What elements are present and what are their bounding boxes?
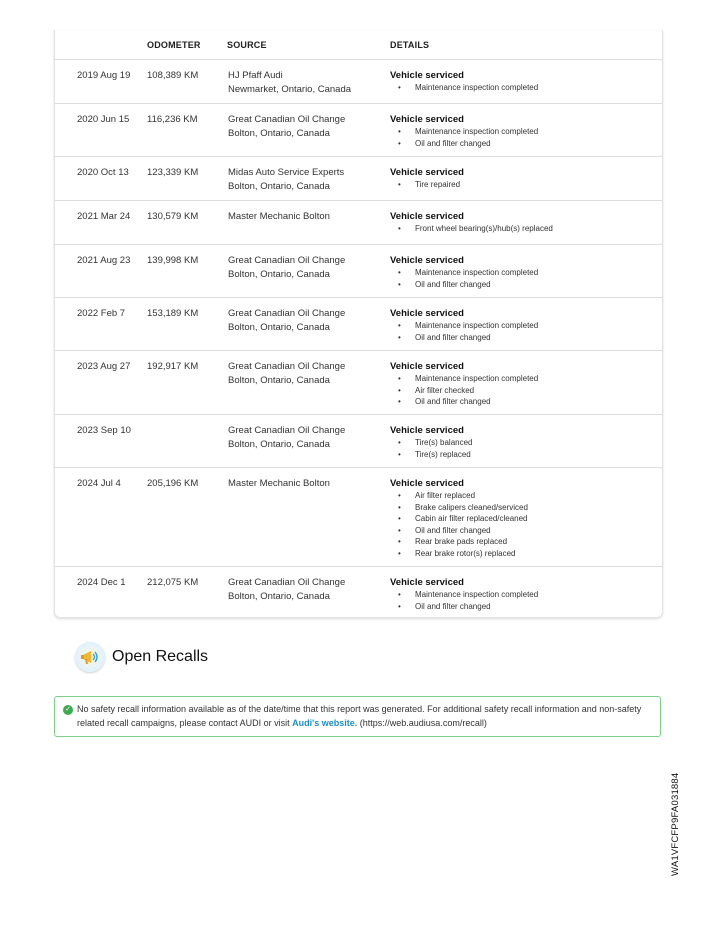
details-item: • Maintenance inspection completed: [390, 82, 538, 94]
details-item: • Cabin air filter replaced/cleaned: [390, 513, 528, 525]
row-details: [390, 360, 538, 408]
row-details: [390, 576, 538, 612]
source-name: Master Mechanic Bolton: [228, 478, 330, 489]
row-details: [390, 254, 538, 290]
table-row: [55, 351, 662, 415]
details-list: [390, 82, 538, 94]
details-item: • Oil and filter changed: [390, 601, 538, 613]
recall-notice: [54, 696, 661, 737]
row-date: 2022 Feb 7: [77, 308, 126, 319]
details-item: • Tire(s) replaced: [390, 449, 473, 461]
details-item: • Front wheel bearing(s)/hub(s) replaced: [390, 223, 553, 235]
row-source: [228, 210, 330, 224]
table-row: [55, 245, 662, 298]
row-date: 2021 Aug 23: [77, 255, 131, 266]
details-list: [390, 179, 464, 191]
table-row: [55, 201, 662, 245]
row-source: [228, 113, 345, 141]
row-odometer: 192,917 KM: [147, 361, 199, 372]
row-source: [228, 166, 344, 194]
row-odometer: 153,189 KM: [147, 308, 199, 319]
details-title: Vehicle serviced: [390, 211, 464, 222]
source-name: Midas Auto Service Experts: [228, 167, 345, 178]
row-date: 2023 Aug 27: [77, 361, 131, 372]
source-location: Bolton, Ontario, Canada: [228, 375, 330, 386]
details-list: [390, 373, 538, 408]
table-row: [55, 60, 662, 104]
table-row: [55, 415, 662, 468]
recall-url-text: (https://web.audiusa.com/recall): [357, 718, 487, 728]
table-row: [55, 567, 662, 617]
check-icon: ✓: [63, 705, 73, 715]
audi-website-link[interactable]: Audi's website.: [292, 718, 358, 728]
header-source: SOURCE: [227, 40, 267, 50]
source-location: Bolton, Ontario, Canada: [228, 181, 330, 192]
row-date: 2024 Jul 4: [77, 478, 121, 489]
details-item: • Maintenance inspection completed: [390, 373, 538, 385]
details-list: [390, 320, 538, 343]
details-list: [390, 589, 538, 612]
source-name: Great Canadian Oil Change: [228, 425, 346, 436]
row-details: [390, 477, 528, 560]
source-name: Great Canadian Oil Change: [228, 577, 346, 588]
row-date: 2019 Aug 19: [77, 70, 131, 81]
details-item: • Maintenance inspection completed: [390, 267, 538, 279]
details-item: • Maintenance inspection completed: [390, 589, 538, 601]
source-location: Bolton, Ontario, Canada: [228, 269, 330, 280]
row-odometer: 108,389 KM: [147, 70, 199, 81]
details-title: Vehicle serviced: [390, 70, 464, 81]
row-source: [228, 69, 351, 97]
row-details: [390, 69, 538, 94]
details-item: • Maintenance inspection completed: [390, 126, 538, 138]
details-list: [390, 126, 538, 149]
details-item: • Brake calipers cleaned/serviced: [390, 502, 528, 514]
table-body: [55, 60, 662, 617]
details-list: [390, 223, 553, 235]
row-details: [390, 210, 553, 235]
row-odometer: 123,339 KM: [147, 167, 199, 178]
row-source: [228, 307, 345, 335]
row-source: [228, 424, 345, 452]
details-item: • Oil and filter changed: [390, 332, 538, 344]
details-title: Vehicle serviced: [390, 425, 464, 436]
row-source: [228, 360, 345, 388]
details-list: [390, 267, 538, 290]
row-details: [390, 166, 464, 191]
row-odometer: 205,196 KM: [147, 478, 199, 489]
table-row: [55, 298, 662, 351]
source-name: Great Canadian Oil Change: [228, 255, 346, 266]
details-title: Vehicle serviced: [390, 361, 464, 372]
details-title: Vehicle serviced: [390, 255, 464, 266]
row-date: 2020 Jun 15: [77, 114, 130, 125]
details-item: • Oil and filter changed: [390, 525, 528, 537]
source-location: Bolton, Ontario, Canada: [228, 591, 330, 602]
row-source: [228, 576, 345, 604]
details-item: • Air filter replaced: [390, 490, 528, 502]
vin-label: WA1VFCFP9FA031884: [670, 772, 681, 876]
row-details: [390, 424, 473, 460]
header-odometer: ODOMETER: [147, 40, 201, 50]
row-odometer: 139,998 KM: [147, 255, 199, 266]
row-date: 2023 Sep 10: [77, 425, 131, 436]
details-title: Vehicle serviced: [390, 478, 464, 489]
recall-notice-text: No safety recall information available as of the date/time that this report was generated. For additional safety recall information and non-safety related recall campaigns, please contact AUDI or visit: [77, 704, 642, 728]
header-details: DETAILS: [390, 40, 430, 50]
row-odometer: 212,075 KM: [147, 577, 199, 588]
table-header: [55, 30, 662, 60]
source-name: Great Canadian Oil Change: [228, 361, 346, 372]
row-details: [390, 113, 538, 149]
row-date: 2021 Mar 24: [77, 211, 131, 222]
source-location: Bolton, Ontario, Canada: [228, 439, 330, 450]
details-list: [390, 437, 473, 460]
row-date: 2024 Dec 1: [77, 577, 126, 588]
details-item: • Rear brake rotor(s) replaced: [390, 548, 528, 560]
source-name: Great Canadian Oil Change: [228, 308, 346, 319]
details-item: • Oil and filter changed: [390, 138, 538, 150]
details-title: Vehicle serviced: [390, 308, 464, 319]
row-details: [390, 307, 538, 343]
source-location: Bolton, Ontario, Canada: [228, 128, 330, 139]
source-location: Bolton, Ontario, Canada: [228, 322, 330, 333]
open-recalls-title: Open Recalls: [112, 648, 209, 665]
details-title: Vehicle serviced: [390, 167, 464, 178]
table-row: [55, 468, 662, 567]
details-item: • Air filter checked: [390, 385, 538, 397]
details-item: • Maintenance inspection completed: [390, 320, 538, 332]
details-item: • Rear brake pads replaced: [390, 536, 528, 548]
table-row: [55, 157, 662, 201]
details-title: Vehicle serviced: [390, 577, 464, 588]
details-item: • Tire repaired: [390, 179, 464, 191]
source-location: Newmarket, Ontario, Canada: [228, 84, 352, 95]
row-date: 2020 Oct 13: [77, 167, 129, 178]
source-name: Great Canadian Oil Change: [228, 114, 346, 125]
row-odometer: 130,579 KM: [147, 211, 199, 222]
row-source: [228, 477, 330, 491]
source-name: HJ Pfaff Audi: [228, 70, 283, 81]
megaphone-icon: [75, 642, 105, 672]
details-title: Vehicle serviced: [390, 114, 464, 125]
details-item: • Tire(s) balanced: [390, 437, 473, 449]
row-source: [228, 254, 345, 282]
details-item: • Oil and filter changed: [390, 396, 538, 408]
service-history-table: [54, 30, 663, 618]
details-list: [390, 490, 528, 560]
source-name: Master Mechanic Bolton: [228, 211, 330, 222]
row-odometer: 116,236 KM: [147, 114, 198, 125]
table-row: [55, 104, 662, 157]
details-item: • Oil and filter changed: [390, 279, 538, 291]
